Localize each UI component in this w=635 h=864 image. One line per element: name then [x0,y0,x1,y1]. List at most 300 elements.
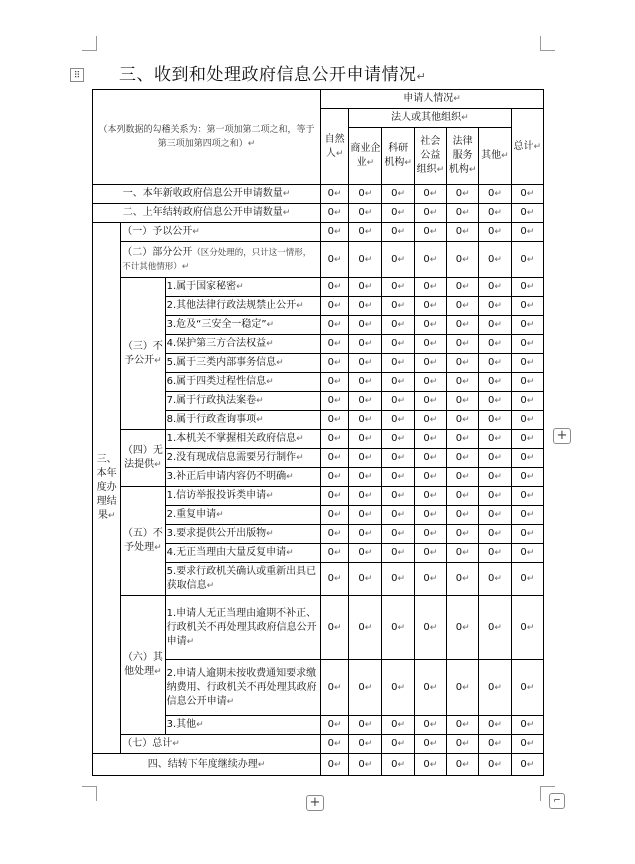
value-cell: 0↵ [349,373,382,392]
value-cell: 0↵ [447,411,479,430]
value-cell: 0↵ [479,392,511,411]
header-social: 社会公益组织↵ [414,128,446,185]
value-cell: 0↵ [382,660,414,716]
group-not-disclosed-item: 5.属于三类内部事务信息↵ [165,354,320,373]
value-cell: 0↵ [414,716,446,735]
value-text: 0 [455,471,463,482]
value-cell: 0↵ [382,242,414,278]
value-text: 0 [391,281,398,292]
value-text: 0 [423,452,430,463]
value-cell: 0↵ [447,185,479,204]
value-cell: 0↵ [479,596,511,660]
value-text: 0 [423,207,430,218]
group-other-processing-item-text: 1.申请人无正当理由逾期不补正、行政机关不再处理其政府信息公开申请 [166,607,317,647]
header-business-text: 商业企业 [350,143,381,168]
value-cell: 0↵ [447,596,479,660]
value-text: 0 [327,357,334,368]
group-not-disclosed-item: 1.属于国家秘密↵ [165,278,320,297]
value-text: 0 [455,573,463,584]
value-text: 0 [391,253,398,265]
value-text: 0 [455,758,463,770]
value-cell: 0↵ [447,660,479,716]
value-text: 0 [455,490,463,501]
value-text: 0 [358,319,365,330]
value-text: 0 [327,471,334,482]
value-text: 0 [423,338,430,349]
group-not-disclosed-item: 8.属于行政查询事项↵ [165,411,320,430]
value-cell: 0↵ [349,242,382,278]
group-not-disclosed-item: 4.保护第三方合法权益↵ [165,335,320,354]
value-cell: 0↵ [414,449,446,468]
value-text: 0 [358,681,365,693]
value-cell: 0↵ [414,354,446,373]
value-text: 0 [391,433,398,444]
value-text: 0 [423,433,430,444]
value-text: 0 [327,414,334,425]
value-text: 0 [455,452,463,463]
value-text: 0 [455,414,463,425]
value-text: 0 [487,338,495,349]
value-text: 0 [487,376,495,387]
value-text: 0 [391,573,398,584]
group-not-processed-item: 2.重复申请↵ [165,506,320,525]
header-research-text: 科研机构 [384,143,409,168]
value-cell: 0↵ [382,506,414,525]
value-text: 0 [487,433,495,444]
value-text: 0 [391,452,398,463]
header-applicant-text: 申请人情况 [403,93,454,104]
value-cell: 0↵ [414,411,446,430]
value-text: 0 [455,357,463,368]
value-cell: 0↵ [382,373,414,392]
value-cell: 0↵ [349,335,382,354]
value-text: 0 [455,621,463,633]
value-text: 0 [391,509,398,520]
value-text: 0 [327,547,334,558]
value-cell: 0↵ [320,468,348,487]
row-results-total: （七）总计↵ [121,735,321,754]
value-cell: 0↵ [511,525,543,544]
value-text: 0 [358,376,365,387]
value-cell: 0↵ [414,487,446,506]
value-text: 0 [487,319,495,330]
group-other-processing-text: （六）其他处理 [122,652,163,677]
row-carried-over-text: 二、上年结转政府信息公开申请数量 [122,207,283,218]
value-cell: 0↵ [447,487,479,506]
value-text: 0 [391,207,398,218]
value-text: 0 [423,188,430,199]
value-text: 0 [487,621,495,633]
group-cannot-provide-item: 3.补正后申请内容仍不明确↵ [165,468,320,487]
value-cell: 0↵ [382,716,414,735]
add-column-button[interactable]: + [553,428,571,444]
value-cell: 0↵ [320,392,348,411]
value-cell: 0↵ [479,506,511,525]
value-text: 0 [358,621,365,633]
value-text: 0 [520,188,527,199]
value-text: 0 [487,528,495,539]
group-cannot-provide: （四）无法提供↵ [121,430,165,487]
group-cannot-provide-item-text: 2.没有现成信息需要另行制作 [166,452,297,463]
section-title-text: 三、收到和处理政府信息公开申请情况 [119,65,417,85]
value-cell: 0↵ [414,223,446,242]
value-text: 0 [327,188,334,199]
disclosure-table [92,89,544,776]
value-text: 0 [423,509,430,520]
group-not-processed-item: 3.要求提供公开出版物↵ [165,525,320,544]
group-other-processing-item-text: 3.其他 [166,719,197,730]
value-cell: 0↵ [479,278,511,297]
row-carried-over: 二、上年结转政府信息公开申请数量↵ [93,204,321,223]
value-text: 0 [520,547,527,558]
value-text: 0 [487,207,495,218]
value-cell: 0↵ [511,297,543,316]
value-cell: 0↵ [447,506,479,525]
value-text: 0 [358,226,365,237]
row-partial-disclosed: （二）部分公开（区分处理的，只计这一情形，不计其他情形）↵ [121,242,321,278]
value-cell: 0↵ [349,316,382,335]
value-text: 0 [455,681,463,693]
value-text: 0 [358,452,365,463]
value-cell: 0↵ [479,544,511,563]
group-not-disclosed-item-text: 6.属于四类过程性信息 [166,376,267,387]
table-row [93,596,544,660]
value-cell: 0↵ [479,716,511,735]
value-cell: 0↵ [479,660,511,716]
value-cell: 0↵ [349,487,382,506]
value-text: 0 [520,528,527,539]
value-cell: 0↵ [511,735,543,754]
group-cannot-provide-item-text: 1.本机关不掌握相关政府信息 [166,433,297,444]
value-cell: 0↵ [382,354,414,373]
value-text: 0 [391,300,398,311]
group-not-disclosed-item-text: 4.保护第三方合法权益 [166,338,267,349]
value-cell: 0↵ [349,596,382,660]
table-row [93,487,544,506]
value-text: 0 [423,547,430,558]
value-text: 0 [520,357,527,368]
value-text: 0 [327,433,334,444]
value-text: 0 [455,207,463,218]
value-cell: 0↵ [382,223,414,242]
value-cell: 0↵ [414,430,446,449]
value-text: 0 [520,573,527,584]
value-text: 0 [455,528,463,539]
row-disclosed-text: （一）予以公开 [122,226,193,237]
value-text: 0 [391,547,398,558]
value-cell: 0↵ [320,487,348,506]
value-cell: 0↵ [511,468,543,487]
value-cell: 0↵ [320,596,348,660]
value-cell: 0↵ [349,185,382,204]
value-text: 0 [455,433,463,444]
table-note-cell: （本列数据的勾稽关系为：第一项加第二项之和，等于第三项加第四项之和）↵ [93,90,321,185]
section-results-text: 三、本年度办理结果 [96,454,117,521]
value-text: 0 [391,395,398,406]
value-text: 0 [391,414,398,425]
group-not-processed-item-text: 3.要求提供公开出版物 [166,528,267,539]
group-not-disclosed: （三）不予公开↵ [121,278,165,430]
value-text: 0 [520,281,527,292]
value-text: 0 [391,621,398,633]
group-other-processing-item: 2.申请人逾期未按收费通知要求缴纳费用、行政机关不再处理其政府信息公开申请↵ [165,660,320,716]
value-text: 0 [520,433,527,444]
value-cell: 0↵ [414,506,446,525]
value-cell: 0↵ [320,544,348,563]
value-cell: 0↵ [349,411,382,430]
value-cell: 0↵ [414,392,446,411]
header-legal-service-text: 法律服务机构 [448,136,473,175]
table-move-handle-icon[interactable]: ⠿ [70,68,84,82]
value-text: 0 [391,681,398,693]
value-cell: 0↵ [511,563,543,596]
value-text: 0 [520,300,527,311]
value-cell: 0↵ [447,242,479,278]
value-text: 0 [520,509,527,520]
value-cell: 0↵ [320,449,348,468]
value-cell: 0↵ [511,392,543,411]
value-text: 0 [327,319,334,330]
group-other-processing: （六）其他处理↵ [121,596,165,735]
value-text: 0 [455,300,463,311]
value-cell: 0↵ [349,354,382,373]
group-other-processing-item-text: 2.申请人逾期未按收费通知要求缴纳费用、行政机关不再处理其政府信息公开申请 [166,667,317,707]
value-cell: 0↵ [382,525,414,544]
header-total-text: 总计 [513,140,534,152]
value-text: 0 [487,300,495,311]
value-cell: 0↵ [479,316,511,335]
value-cell: 0↵ [511,596,543,660]
value-cell: 0↵ [382,449,414,468]
value-cell: 0↵ [479,430,511,449]
value-text: 0 [391,319,398,330]
value-text: 0 [487,357,495,368]
value-cell: 0↵ [320,735,348,754]
add-row-button[interactable]: + [306,795,324,811]
value-cell: 0↵ [414,544,446,563]
value-cell: 0↵ [382,316,414,335]
value-text: 0 [358,253,365,265]
value-text: 0 [487,452,495,463]
value-text: 0 [423,395,430,406]
value-text: 0 [423,414,430,425]
group-not-disclosed-item-text: 7.属于行政执法案卷 [166,395,257,406]
row-results-total-text: （七）总计 [122,738,173,749]
value-cell: 0↵ [447,373,479,392]
header-natural-person-text: 自然人 [324,133,345,159]
value-cell: 0↵ [511,487,543,506]
value-cell: 0↵ [382,563,414,596]
value-cell: 0↵ [320,242,348,278]
value-cell: 0↵ [349,716,382,735]
value-cell: 0↵ [349,660,382,716]
header-social-text: 社会公益组织 [416,136,441,175]
value-cell: 0↵ [320,506,348,525]
value-text: 0 [423,573,430,584]
value-text: 0 [327,621,334,633]
value-text: 0 [487,490,495,501]
value-text: 0 [487,681,495,693]
value-cell: 0↵ [479,185,511,204]
value-cell: 0↵ [320,716,348,735]
group-not-processed-item-text: 1.信访举报投诉类申请 [166,490,267,501]
value-text: 0 [358,509,365,520]
header-other-text: 其他 [481,150,502,161]
value-text: 0 [423,738,430,749]
value-cell: 0↵ [320,563,348,596]
value-cell: 0↵ [382,544,414,563]
header-applicant: 申请人情况↵ [320,90,543,109]
value-text: 0 [423,300,430,311]
value-text: 0 [423,376,430,387]
value-cell: 0↵ [447,335,479,354]
value-cell: 0↵ [382,392,414,411]
value-cell: 0↵ [414,660,446,716]
value-text: 0 [455,395,463,406]
row-carry-forward: 四、结转下年度继续办理↵ [93,754,321,776]
value-text: 0 [487,281,495,292]
value-cell: 0↵ [479,242,511,278]
value-text: 0 [327,338,334,349]
value-cell: 0↵ [447,223,479,242]
group-not-disclosed-item-text: 5.属于三类内部事务信息 [166,357,277,368]
table-note: （本列数据的勾稽关系为：第一项加第二项之和，等于第三项加第四项之和） [98,125,315,149]
value-cell: 0↵ [479,223,511,242]
value-cell: 0↵ [479,735,511,754]
row-new-requests-text: 一、本年新收政府信息公开申请数量 [122,188,283,199]
group-not-processed-item: 1.信访举报投诉类申请↵ [165,487,320,506]
value-cell: 0↵ [320,278,348,297]
value-text: 0 [327,573,334,584]
value-cell: 0↵ [349,525,382,544]
group-not-processed-text: （五）不予处理 [122,528,163,553]
value-cell: 0↵ [447,525,479,544]
value-text: 0 [487,509,495,520]
value-cell: 0↵ [320,754,348,776]
value-cell: 0↵ [511,185,543,204]
value-text: 0 [455,376,463,387]
value-text: 0 [358,188,365,199]
value-cell: 0↵ [447,544,479,563]
group-not-disclosed-text: （三）不予公开 [122,340,163,366]
value-cell: 0↵ [382,468,414,487]
value-text: 0 [391,188,398,199]
value-text: 0 [327,719,334,730]
value-text: 0 [327,490,334,501]
value-text: 0 [391,471,398,482]
value-cell: 0↵ [447,204,479,223]
value-text: 0 [487,395,495,406]
header-legal-org: 法人或其他组织↵ [349,109,511,128]
value-text: 0 [520,395,527,406]
value-text: 0 [423,719,430,730]
table-row [93,242,544,278]
value-cell: 0↵ [447,278,479,297]
value-cell: 0↵ [320,297,348,316]
value-cell: 0↵ [479,335,511,354]
value-cell: 0↵ [447,392,479,411]
value-cell: 0↵ [511,278,543,297]
value-cell: 0↵ [382,297,414,316]
row-disclosed: （一）予以公开↵ [121,223,321,242]
value-cell: 0↵ [382,204,414,223]
value-text: 0 [358,207,365,218]
value-cell: 0↵ [511,335,543,354]
value-cell: 0↵ [320,430,348,449]
table-resize-icon[interactable]: ⌐ [549,793,565,809]
group-cannot-provide-item: 1.本机关不掌握相关政府信息↵ [165,430,320,449]
page-corner-mark [82,786,97,801]
table-row [93,735,544,754]
group-not-processed-item-text: 4.无正当理由大量反复申请 [166,547,287,558]
header-total: 总计↵ [511,109,543,185]
value-text: 0 [423,490,430,501]
group-not-processed-item: 4.无正当理由大量反复申请↵ [165,544,320,563]
row-new-requests: 一、本年新收政府信息公开申请数量↵ [93,185,321,204]
value-cell: 0↵ [414,596,446,660]
value-text: 0 [423,471,430,482]
value-cell: 0↵ [447,754,479,776]
value-cell: 0↵ [320,185,348,204]
value-text: 0 [423,528,430,539]
row-partial-disclosed-text: （二）部分公开 [122,246,193,258]
value-cell: 0↵ [349,754,382,776]
value-cell: 0↵ [349,544,382,563]
value-cell: 0↵ [414,242,446,278]
value-cell: 0↵ [479,525,511,544]
group-not-disclosed-item: 3.危及“三安全一稳定”↵ [165,316,320,335]
value-cell: 0↵ [349,735,382,754]
value-cell: 0↵ [414,185,446,204]
value-cell: 0↵ [349,468,382,487]
table-row [93,754,544,776]
value-cell: 0↵ [382,754,414,776]
value-text: 0 [358,738,365,749]
value-cell: 0↵ [414,373,446,392]
value-cell: 0↵ [511,373,543,392]
value-text: 0 [520,414,527,425]
value-cell: 0↵ [349,392,382,411]
value-cell: 0↵ [320,316,348,335]
group-other-processing-item: 3.其他↵ [165,716,320,735]
table-row [93,223,544,242]
value-text: 0 [520,719,527,730]
value-text: 0 [423,357,430,368]
value-cell: 0↵ [382,411,414,430]
value-text: 0 [487,719,495,730]
value-cell: 0↵ [414,754,446,776]
value-text: 0 [391,226,398,237]
table-row [93,185,544,204]
value-cell: 0↵ [479,754,511,776]
value-text: 0 [455,509,463,520]
value-text: 0 [327,681,334,693]
value-text: 0 [520,207,527,218]
value-text: 0 [487,547,495,558]
value-text: 0 [487,573,495,584]
value-cell: 0↵ [479,487,511,506]
value-text: 0 [487,414,495,425]
value-text: 0 [455,338,463,349]
value-cell: 0↵ [511,506,543,525]
value-text: 0 [423,681,430,693]
value-text: 0 [423,621,430,633]
value-cell: 0↵ [447,449,479,468]
value-text: 0 [455,188,463,199]
value-text: 0 [520,471,527,482]
value-cell: 0↵ [320,373,348,392]
group-other-processing-item: 1.申请人无正当理由逾期不补正、行政机关不再处理其政府信息公开申请↵ [165,596,320,660]
